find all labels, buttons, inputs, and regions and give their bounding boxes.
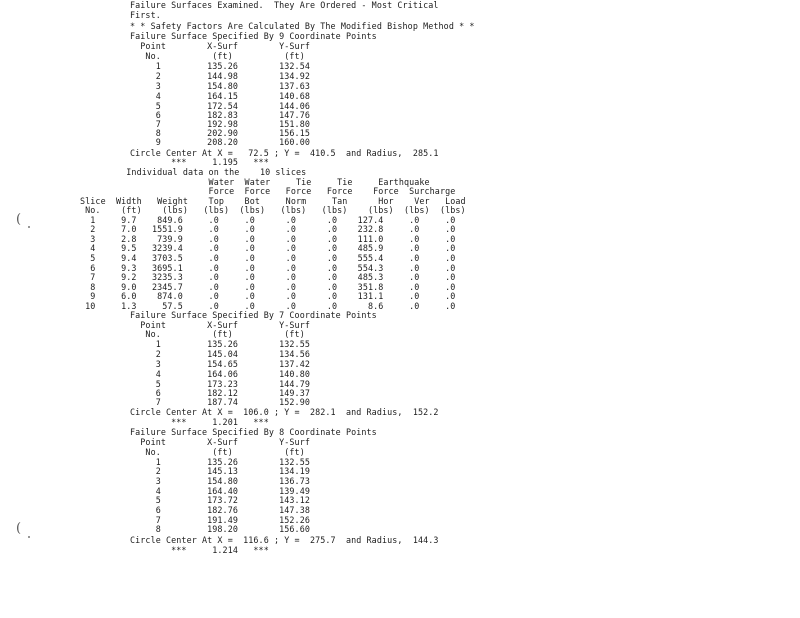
surface-2-col-head-2: No. (ft) (ft) bbox=[130, 329, 305, 339]
slice-table-title: Individual data on the 10 slices bbox=[80, 167, 307, 177]
slice-row: 5 9.4 3703.5 .0 .0 .0 .0 555.4 .0 .0 bbox=[80, 253, 456, 263]
surface-1-point: 8 202.90 156.15 bbox=[130, 128, 310, 138]
surface-2-point: 6 182.12 149.37 bbox=[130, 388, 310, 398]
surface-1-col-head-2: No. (ft) (ft) bbox=[130, 51, 305, 61]
surface-3-point: 6 182.76 147.38 bbox=[130, 505, 310, 515]
surface-1-point: 6 182.83 147.76 bbox=[130, 110, 310, 120]
surface-1-point: 4 164.15 140.68 bbox=[130, 91, 310, 101]
surface-3-point: 4 164.40 139.49 bbox=[130, 486, 310, 496]
slice-table-head-2: Force Force Force Force Force Surcharge bbox=[80, 186, 456, 196]
surface-1-point: 1 135.26 132.54 bbox=[130, 61, 310, 71]
surface-1-title: Failure Surface Specified By 9 Coordinate Points bbox=[130, 31, 377, 41]
header-line-1: Failure Surfaces Examined. They Are Ordered - Most Critical bbox=[130, 0, 439, 10]
surface-3-point: 5 173.72 143.12 bbox=[130, 495, 310, 505]
surface-1-col-head-1: Point X-Surf Y-Surf bbox=[130, 41, 310, 51]
surface-2-title: Failure Surface Specified By 7 Coordinate Points bbox=[130, 310, 377, 320]
binder-hole-mark-bottom: ( bbox=[16, 521, 22, 536]
slice-row: 6 9.3 3695.1 .0 .0 .0 .0 554.3 .0 .0 bbox=[80, 263, 456, 273]
surface-1-point: 5 172.54 144.06 bbox=[130, 101, 310, 111]
slice-table-head-4: No. (ft) (lbs) (lbs) (lbs) (lbs) (lbs) (lbs) (lbs) (lbs) bbox=[80, 205, 466, 215]
surface-3-safety-factor: *** 1.214 *** bbox=[130, 545, 269, 555]
slice-row: 10 1.3 57.5 .0 .0 .0 .0 8.6 .0 .0 bbox=[80, 301, 456, 311]
slice-table-head-3: Slice Width Weight Top Bot Norm Tan Hor Ver Load bbox=[80, 196, 466, 206]
surface-3-point: 3 154.80 136.73 bbox=[130, 476, 310, 486]
surface-1-point: 9 208.20 160.00 bbox=[130, 137, 310, 147]
surface-1-safety-factor: *** 1.195 *** bbox=[130, 157, 269, 167]
surface-3-title: Failure Surface Specified By 8 Coordinate Points bbox=[130, 427, 377, 437]
binder-hole-mark-top: ( bbox=[16, 212, 22, 227]
surface-3-circle-center: Circle Center At X = 116.6 ; Y = 275.7 and Radius, 144.3 bbox=[130, 535, 439, 545]
surface-3-point: 2 145.13 134.19 bbox=[130, 466, 310, 476]
slice-table-head-1: Water Water Tie Tie Earthquake bbox=[80, 177, 430, 187]
surface-2-safety-factor: *** 1.201 *** bbox=[130, 417, 269, 427]
surface-2-circle-center: Circle Center At X = 106.0 ; Y = 282.1 and Radius, 152.2 bbox=[130, 407, 439, 417]
slice-row: 8 9.0 2345.7 .0 .0 .0 .0 351.8 .0 .0 bbox=[80, 282, 456, 292]
surface-2-point: 5 173.23 144.79 bbox=[130, 379, 310, 389]
slice-row: 1 9.7 849.6 .0 .0 .0 .0 127.4 .0 .0 bbox=[80, 215, 456, 225]
header-line-3: * * Safety Factors Are Calculated By The Modified Bishop Method * * bbox=[130, 21, 475, 31]
surface-1-point: 2 144.98 134.92 bbox=[130, 71, 310, 81]
surface-1-point: 3 154.80 137.63 bbox=[130, 81, 310, 91]
surface-3-point: 1 135.26 132.55 bbox=[130, 457, 310, 467]
slice-row: 4 9.5 3239.4 .0 .0 .0 .0 485.9 .0 .0 bbox=[80, 243, 456, 253]
surface-1-point: 7 192.98 151.80 bbox=[130, 119, 310, 129]
slice-row: 2 7.0 1551.9 .0 .0 .0 .0 232.8 .0 .0 bbox=[80, 224, 456, 234]
surface-3-col-head-1: Point X-Surf Y-Surf bbox=[130, 437, 310, 447]
surface-3-point: 8 198.20 156.60 bbox=[130, 524, 310, 534]
surface-2-point: 3 154.65 137.42 bbox=[130, 359, 310, 369]
slice-row: 7 9.2 3235.3 .0 .0 .0 .0 485.3 .0 .0 bbox=[80, 272, 456, 282]
slice-row: 9 6.0 874.0 .0 .0 .0 .0 131.1 .0 .0 bbox=[80, 291, 456, 301]
surface-2-point: 7 187.74 152.90 bbox=[130, 397, 310, 407]
surface-2-point: 4 164.06 140.80 bbox=[130, 369, 310, 379]
slice-row: 3 2.8 739.9 .0 .0 .0 .0 111.0 .0 .0 bbox=[80, 234, 456, 244]
header-line-2: First. bbox=[130, 10, 161, 20]
surface-2-point: 2 145.04 134.56 bbox=[130, 349, 310, 359]
surface-3-point: 7 191.49 152.26 bbox=[130, 515, 310, 525]
surface-2-col-head-1: Point X-Surf Y-Surf bbox=[130, 320, 310, 330]
surface-1-circle-center: Circle Center At X = 72.5 ; Y = 410.5 and Radius, 285.1 bbox=[130, 148, 439, 158]
surface-3-col-head-2: No. (ft) (ft) bbox=[130, 447, 305, 457]
surface-2-point: 1 135.26 132.55 bbox=[130, 339, 310, 349]
binder-hole-dot-top bbox=[28, 226, 30, 228]
binder-hole-dot-bottom bbox=[28, 536, 30, 538]
